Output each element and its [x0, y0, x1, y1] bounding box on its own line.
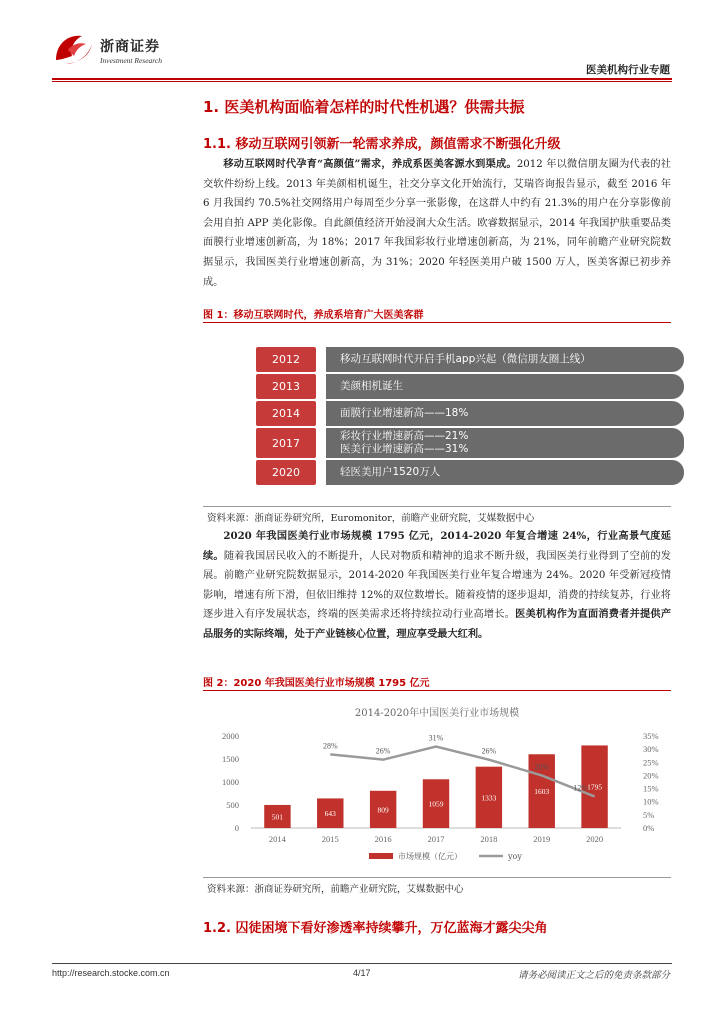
figure-1-source: 资料来源：浙商证券研究所，Euromonitor，前瞻产业研究院，艾媒数据中心 — [207, 513, 535, 524]
bar-value-label: 1795 — [587, 782, 603, 792]
x-tick-label: 2018 — [480, 834, 498, 844]
y-left-tick-label: 1000 — [222, 777, 239, 787]
market-size-chart — [203, 696, 671, 874]
chart-title: 2014-2020年中国医美行业市场规模 — [354, 708, 520, 719]
y-right-tick-label: 35% — [643, 731, 659, 741]
paragraph-1 — [203, 155, 671, 292]
paragraph-1-lead: 移动互联网时代孕育“高颜值”需求，养成系医美客源水到渠成。 — [223, 158, 517, 170]
bar-value-label: 1333 — [481, 793, 497, 803]
paragraph-2-tail: 医美机构作为直面消费者并提供产品服务的实际终端，处于产业链核心位置，理应享受最大红利。 — [203, 608, 672, 640]
yoy-label: 28% — [322, 741, 338, 751]
figure-2-rule — [203, 690, 671, 691]
y-left-tick-label: 500 — [226, 800, 239, 810]
disclaimer-note: 请务必阅读正文之后的免责条款部分 — [517, 970, 670, 981]
bar-value-label: 1059 — [428, 799, 444, 809]
y-left-tick-label: 2000 — [222, 731, 239, 741]
x-tick-label: 2017 — [427, 834, 445, 844]
paragraph-2-lead: 2020 年我国医美行业市场规模 1795 亿元，2014-2020 年复合增速 24%，行业高景气度延续。 — [203, 530, 671, 562]
paragraph-2 — [203, 527, 671, 645]
y-left-tick-label: 1500 — [222, 754, 239, 764]
x-tick-label: 2019 — [533, 834, 551, 844]
figure-1-source-rule — [203, 506, 671, 507]
header-divider — [52, 78, 672, 80]
page-number: 4/17 — [353, 968, 371, 978]
yoy-label: 12% — [573, 783, 588, 793]
header-divider-thin — [52, 81, 672, 82]
timeline-event: 彩妆行业增速新高——21% 医美行业增速新高——31% — [326, 428, 684, 458]
figure-2-source: 资料来源：浙商证券研究所，前瞻产业研究院，艾媒数据中心 — [207, 884, 464, 895]
yoy-label: 26% — [375, 746, 391, 756]
timeline-year: 2013 — [256, 374, 316, 399]
figure-2-source-rule — [203, 877, 671, 878]
section-heading-1: 1. 医美机构面临着怎样的时代性机遇？供需共振 — [203, 98, 525, 116]
logo-text-cn: 浙商证券 — [100, 39, 160, 55]
timeline-event: 移动互联网时代开启手机app兴起（微信朋友圈上线） — [326, 347, 684, 372]
paragraph-1-body: 2012 年以微信朋友圈为代表的社交软件纷纷上线。2013 年美颜相机诞生，社交分享文化开始流行，艾瑞咨询报告显示，截至 2016 年 6 月我国约 70.5%社交网络用户每周至少分享一张影像，在这群人中约有 21.3%的用户在分享影像前会用自拍 APP 美化影像。自此颜值经济开始浸润大众生活。欧睿数据显示，2014 年我国护肤重要品类面膜行业增速创新高，为 18%；2017 年我国彩妆行业增速创新高，为 21%，同年前瞻产业研究院数据显示，我国医美行业增速创新高，为 31%；2020 年轻医美用户破 1500 万人，医美客源已初步养成。 — [203, 159, 671, 288]
subsection-heading-1-1: 1.1. 移动互联网引领新一轮需求养成，颜值需求不断强化升级 — [203, 137, 561, 152]
y-right-tick-label: 0% — [643, 823, 655, 833]
y-right-tick-label: 20% — [643, 770, 659, 781]
timeline-year: 2020 — [256, 460, 316, 485]
y-right-tick-label: 25% — [643, 757, 659, 768]
timeline-year: 2017 — [256, 428, 316, 458]
bar-value-label: 501 — [271, 812, 284, 822]
legend-swatch-bar — [369, 853, 393, 859]
y-left-tick-label: 0 — [234, 823, 239, 833]
y-right-tick-label: 5% — [643, 809, 655, 820]
document-title: 医美机构行业专题 — [586, 64, 670, 76]
figure-1-rule — [203, 322, 671, 323]
figure-1-title: 图 1：移动互联网时代，养成系培育广大医美客群 — [203, 310, 424, 321]
yoy-label: 31% — [428, 733, 444, 743]
figure-2-title: 图 2：2020 年我国医美行业市场规模 1795 亿元 — [203, 678, 430, 689]
legend-label-line: yoy — [508, 852, 522, 861]
subsection-heading-1-2: 1.2. 囚徒困境下看好渗透率持续攀升，万亿蓝海才露尖尖角 — [203, 921, 548, 936]
y-right-tick-label: 15% — [643, 783, 659, 794]
yoy-label: 26% — [481, 746, 497, 756]
timeline-event: 面膜行业增速新高——18% — [326, 401, 684, 426]
x-tick-label: 2020 — [586, 834, 604, 844]
logo-text-en: Investment Research — [100, 56, 162, 65]
y-right-tick-label: 10% — [643, 796, 659, 807]
footer-divider — [52, 963, 672, 964]
bar-value-label: 809 — [377, 805, 389, 815]
paragraph-2-body: 随着我国居民收入的不断提升，人民对物质和精神的追求不断升级，我国医美行业得到了空前的发展。前瞻产业研究院数据显示，2014-2020 年我国医美行业年复合增速为 24%。2020 年受新冠疫情影响，增速有所下滑，但依旧维持 12%的双位数增长。随着疫情的逐步退却，消费的持续复苏，行业将逐步进入有序发展状态，终端的医美需求还将持续拉动行业高增长。 — [203, 550, 671, 621]
timeline-event: 美颜相机诞生 — [326, 374, 684, 399]
logo-icon — [52, 30, 96, 66]
timeline-event: 轻医美用户1520万人 — [326, 460, 684, 485]
x-tick-label: 2015 — [321, 834, 339, 844]
legend-label-bar: 市场规模（亿元） — [398, 852, 462, 861]
bar-value-label: 1603 — [534, 787, 550, 797]
x-tick-label: 2016 — [374, 834, 392, 844]
timeline-year: 2012 — [256, 347, 316, 372]
footer-url-link[interactable]: http://research.stocke.com.cn — [52, 968, 170, 978]
x-tick-label: 2014 — [268, 834, 286, 844]
timeline-year: 2014 — [256, 401, 316, 426]
yoy-label: 20% — [534, 762, 550, 772]
bar-value-label: 643 — [324, 809, 336, 819]
y-right-tick-label: 30% — [643, 744, 659, 755]
